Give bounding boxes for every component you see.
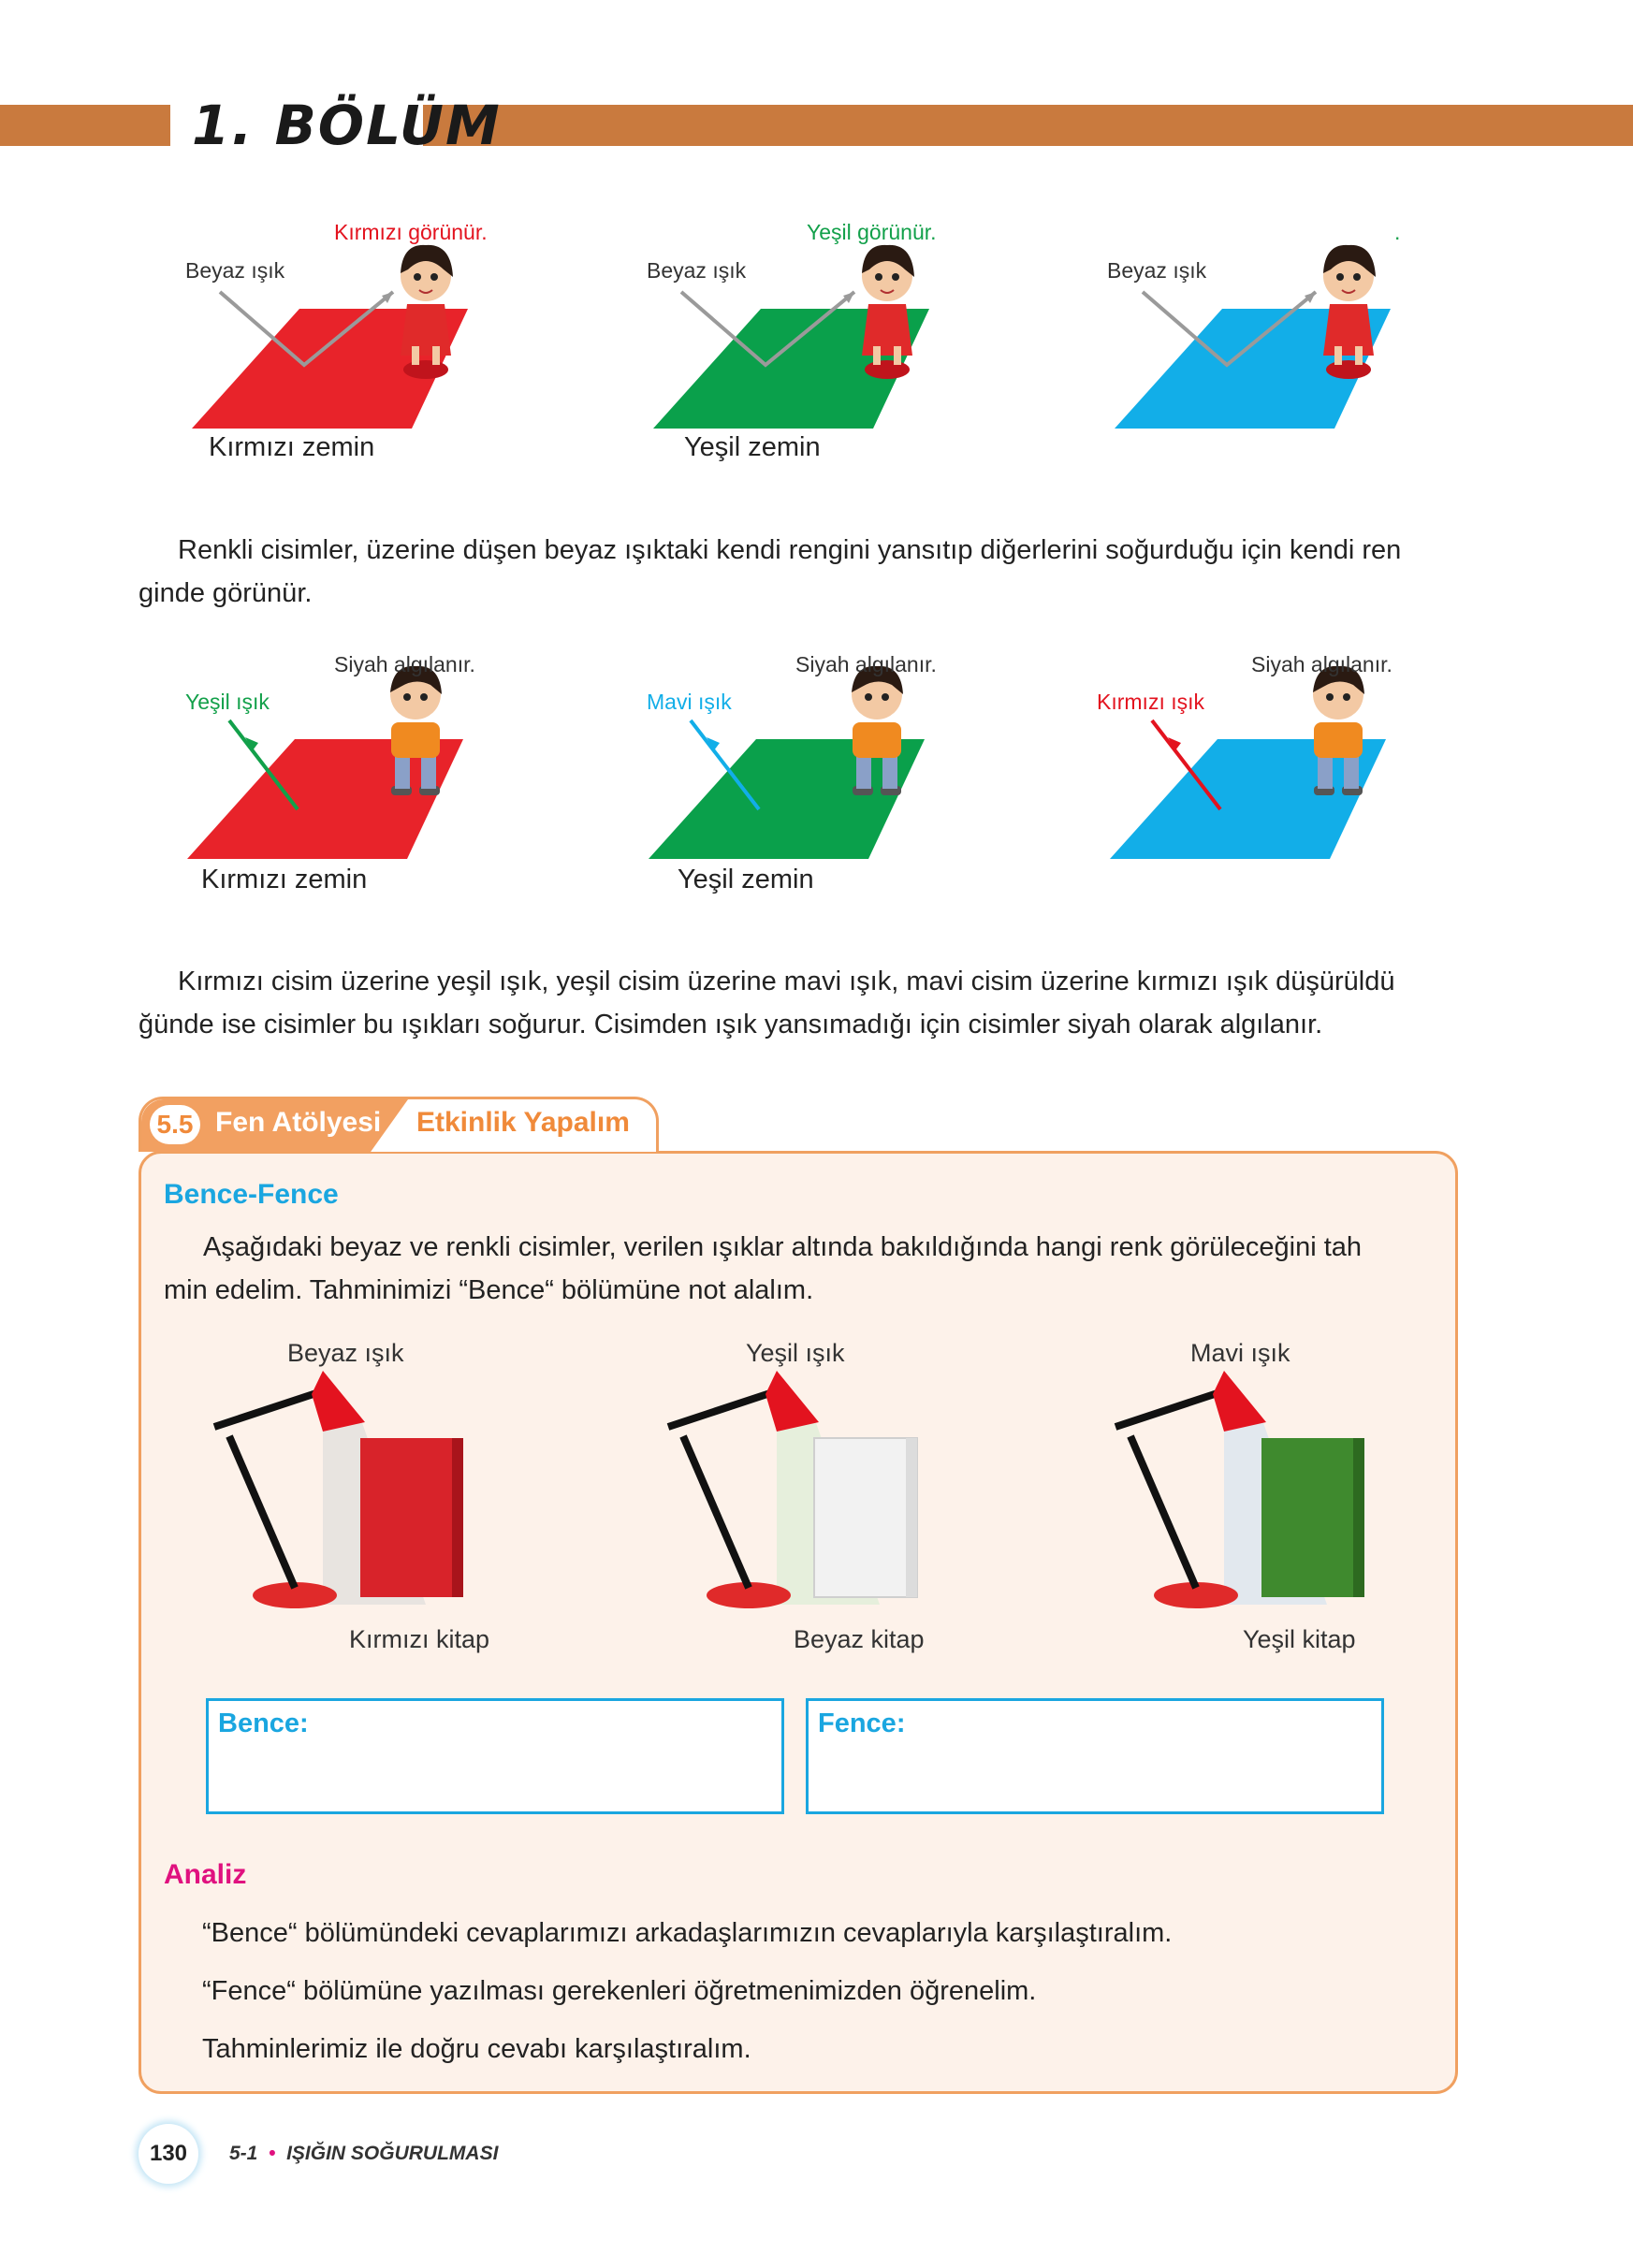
absorption-illustration-3 xyxy=(1101,646,1494,908)
boy-top-label-3: Siyah algılanır. xyxy=(1251,652,1392,676)
paragraph-2-line-1: Kırmızı cisim üzerine yeşil ışık, yeşil cisim üzerine mavi ışık, mavi cisim üzerine kırmızı ışık düşürüldü xyxy=(178,967,1395,996)
section-title: Bence-Fence xyxy=(164,1179,339,1210)
lamp-light-label-1: Beyaz ışık xyxy=(287,1339,404,1367)
book-label-2: Beyaz kitap xyxy=(794,1625,925,1653)
header-bar-right xyxy=(423,105,1633,146)
light-label-1: Beyaz ışık xyxy=(185,258,285,283)
bence-label: Bence: xyxy=(218,1708,309,1738)
fence-box[interactable] xyxy=(806,1698,1384,1814)
light-label-3: Beyaz ışık xyxy=(1107,258,1207,283)
analiz-item-2: “Fence“ bölümüne yazılması gerekenleri öğretmenimizden öğrenelim. xyxy=(202,1976,1037,2006)
lamp-illustration-2 xyxy=(655,1371,936,1619)
footer-text xyxy=(229,2143,498,2165)
paragraph-2 xyxy=(139,960,1458,1046)
footer-unit: 5-1 xyxy=(229,2143,258,2164)
girl-figure-3 xyxy=(1101,215,1494,477)
bence-box[interactable] xyxy=(206,1698,784,1814)
boy-floor-label-1: Kırmızı zemin xyxy=(201,865,368,894)
analiz-item-3: Tahminlerimiz ile doğru cevabı karşılaştıralım. xyxy=(202,2034,751,2064)
reflection-illustration-3 xyxy=(1101,215,1494,477)
book-label-3: Yeşil kitap xyxy=(1243,1625,1356,1653)
paragraph-1 xyxy=(139,529,1458,615)
footer-bullet: • xyxy=(263,2143,282,2164)
analiz-item-1: “Bence“ bölümündeki cevaplarımızı arkadaşlarımızın cevaplarıyla karşılaştıralım. xyxy=(202,1918,1173,1948)
analiz-title: Analiz xyxy=(164,1859,247,1890)
lamp-illustration-1 xyxy=(201,1371,482,1619)
boy-light-label-2: Mavi ışık xyxy=(647,690,732,714)
lamp-shade xyxy=(312,1371,365,1432)
floor-label-2: Yeşil zemin xyxy=(684,432,821,462)
top-label-2: Yeşil görünür. xyxy=(807,220,937,244)
boy-figure-3 xyxy=(1101,646,1494,908)
paragraph-1-line-1: Renkli cisimler, üzerine düşen beyaz ışıktaki kendi rengini yansıtıp diğerlerini soğurduğu için kendi ren xyxy=(178,535,1402,565)
activity-intro xyxy=(164,1226,1446,1312)
lamp-light-label-3: Mavi ışık xyxy=(1190,1339,1290,1367)
boy-top-label-2: Siyah algılanır. xyxy=(795,652,937,676)
light-label-2: Beyaz ışık xyxy=(647,258,747,283)
boy-light-label-1: Yeşil ışık xyxy=(185,690,270,714)
lamp-shade xyxy=(765,1371,819,1432)
top-label-1: Kırmızı görünür. xyxy=(334,220,488,244)
paragraph-2-line-2: ğünde ise cisimler bu ışıkları soğurur. Cisimden ışık yansımadığı için cisimler siyah olarak algılanır. xyxy=(139,1010,1323,1040)
book-red xyxy=(360,1438,463,1597)
book-green xyxy=(1261,1438,1364,1597)
floor-label-1: Kırmızı zemin xyxy=(209,432,375,462)
boy-light-label-3: Kırmızı ışık xyxy=(1097,690,1204,714)
activity-tab-sub: Etkinlik Yapalım xyxy=(416,1107,630,1138)
page-number: 130 xyxy=(139,2124,198,2184)
activity-number: 5.5 xyxy=(150,1105,200,1144)
activity-tab-label: Fen Atölyesi xyxy=(215,1107,382,1138)
footer-topic: IŞIĞIN SOĞURULMASI xyxy=(286,2143,499,2164)
lamp-illustration-3 xyxy=(1102,1371,1383,1619)
fence-label: Fence: xyxy=(818,1708,906,1738)
book-label-1: Kırmızı kitap xyxy=(349,1625,490,1653)
header-bar-left xyxy=(0,105,170,146)
top-label-3: . xyxy=(1394,220,1401,244)
lamp-shade xyxy=(1213,1371,1266,1432)
activity-intro-line-1: Aşağıdaki beyaz ve renkli cisimler, verilen ışıklar altında bakıldığında hangi renk görüleceğini tah xyxy=(203,1232,1363,1262)
book-white xyxy=(814,1438,917,1597)
boy-top-label-1: Siyah algılanır. xyxy=(334,652,475,676)
boy-floor-label-2: Yeşil zemin xyxy=(678,865,814,894)
activity-intro-line-2: min edelim. Tahminimizi “Bence“ bölümüne not alalım. xyxy=(164,1275,814,1305)
chapter-title: 1. BÖLÜM xyxy=(192,94,502,157)
lamp-light-label-2: Yeşil ışık xyxy=(746,1339,845,1367)
paragraph-1-line-2: ginde görünür. xyxy=(139,578,313,608)
